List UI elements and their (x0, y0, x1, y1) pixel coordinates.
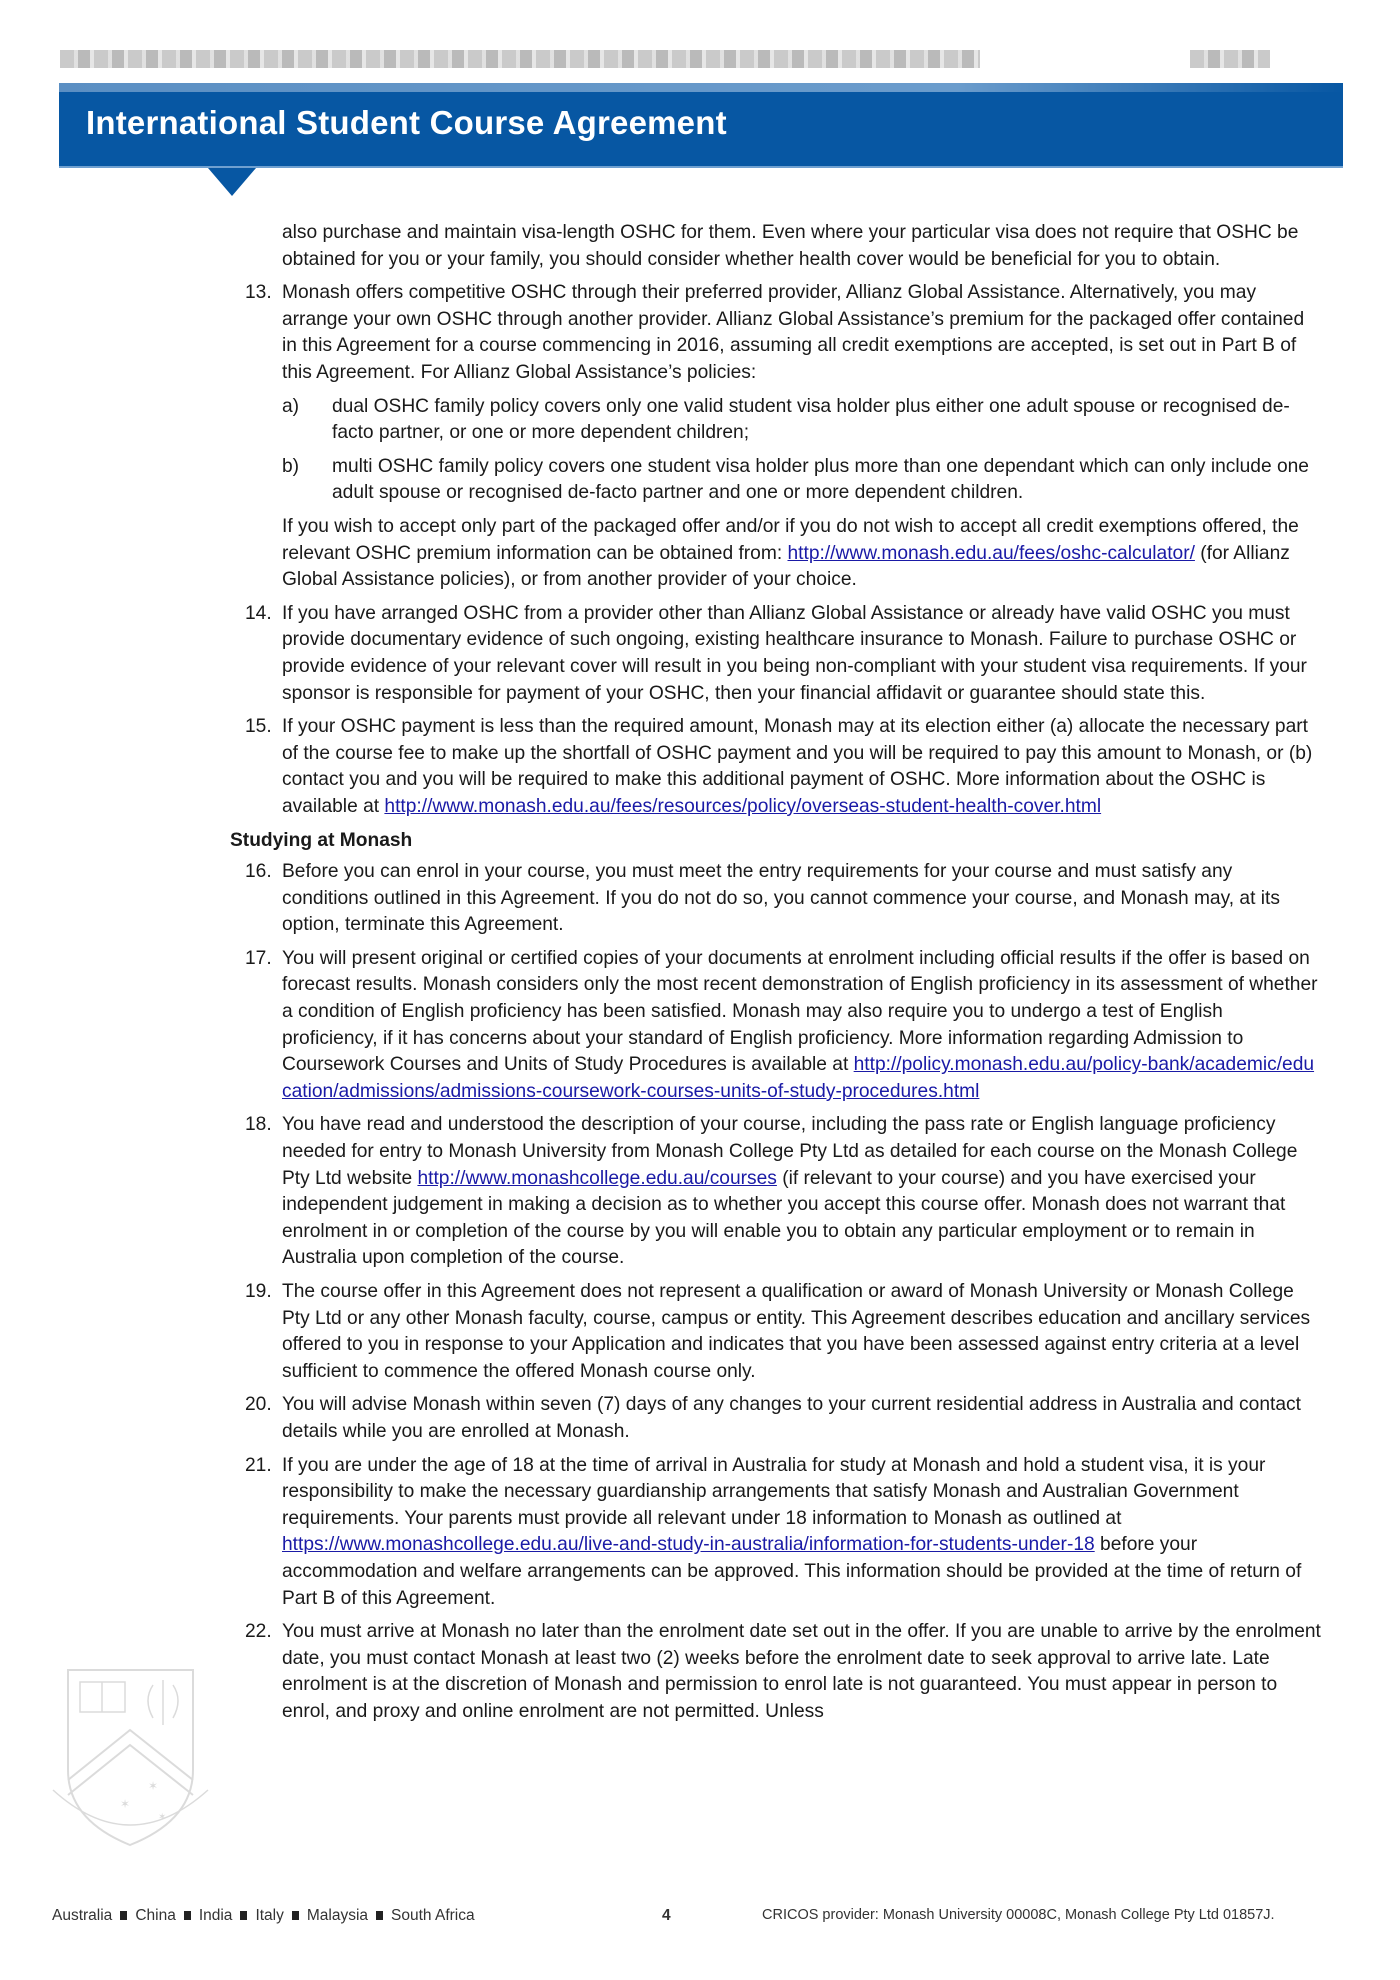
separator-square-icon (292, 1911, 299, 1920)
intro-continuation: also purchase and maintain visa-length OSHC for them. Even where your particular visa does not require that OSHC be obtained for you or your family, you should consider whether health cover would be beneficial for you to obtain. (282, 222, 1299, 270)
clause-text: (for Allianz Global Assistance policies), or from another provider of your choice. (282, 542, 1290, 591)
clause-text: You must arrive at Monash no later than the enrolment date set out in the offer. If you are unable to arrive by the enrolment date, you must contact Monash at least two (2) weeks before the enrolment date to seek approval to arrive late. Late enrolment is at the discretion of Monash and permission to enrol late is not guaranteed. You must appear in person to enrol, and proxy and online enrolment are not permitted. Unless (282, 1621, 1321, 1722)
clause-text: You have read and understood the description of your course, including the pass rate or English language proficiency needed for entry to Monash University from Monash College Pty Ltd as detailed for each course on the Monash College Pty Ltd website (282, 1114, 1298, 1189)
country: Australia (52, 1907, 113, 1924)
sub-text: multi OSHC family policy covers one student visa holder plus more than one dependant which can only include one adult spouse or recognised de-facto partner and one or more dependent children. (332, 455, 1309, 504)
country: Italy (255, 1907, 284, 1924)
country: South Africa (391, 1907, 475, 1924)
clause-text: (if relevant to your course) and you have exercised your independent judgement in making a decision as to whether you accept this course offer. Monash does not warrant that enrolment in or completion of the course by you will enable you to obtain any particular employment or to remain in Australia upon completion of the course. (282, 1167, 1286, 1269)
monash-college-courses-link[interactable]: http://www.monashcollege.edu.au/courses (417, 1167, 777, 1189)
clause-number: 20. (245, 1394, 272, 1416)
clause-text: before your accommodation and welfare arrangements can be approved. This information should be provided at the time of return of Part B of this Agreement. (282, 1534, 1302, 1609)
redacted-header-text (60, 50, 980, 68)
clause-14 (232, 601, 1322, 707)
clause-13-sub-a (232, 394, 1322, 447)
clause-number: 22. (245, 1621, 272, 1643)
clause-text: You will present original or certified copies of your documents at enrolment including official results if the offer is based on forecast results. Monash considers only the most recent demonstration of English proficiency in its assessment of whether a condition of English proficiency has been satisfied. Monash may also require you to undergo a test of English proficiency, if it has concerns about your standard of English proficiency. More information regarding Admission to Coursework Courses and Units of Study Procedures is available at (282, 947, 1318, 1076)
separator-square-icon (240, 1911, 247, 1920)
clause-22 (232, 1619, 1322, 1725)
clause-text: Before you can enrol in your course, you must meet the entry requirements for your course and must satisfy any conditions outlined in this Agreement. If you do not do so, you cannot commence your course, and Monash may, at its option, terminate this Agreement. (282, 861, 1280, 936)
sub-label: a) (282, 395, 300, 417)
page-footer (0, 1907, 1400, 1929)
separator-square-icon (184, 1911, 191, 1920)
clause-number: 15. (245, 716, 272, 738)
page-title: International Student Course Agreement (86, 104, 727, 141)
svg-text:✶: ✶ (120, 1797, 131, 1811)
sub-text: dual OSHC family policy covers only one valid student visa holder plus either one adult spouse or recognised de-facto partner, or one or more dependent children; (332, 395, 1290, 444)
clause-text: The course offer in this Agreement does not represent a qualification or award of Monash University or Monash College Pty Ltd or any other Monash faculty, course, campus or entity. This Agreement describes education and ancillary services offered to you in response to your Application and indicates that you have been assessed against entry criteria at a level sufficient to commence the offered Monash course only. (282, 1280, 1311, 1382)
banner-pointer (208, 168, 256, 196)
clause-number: 13. (245, 282, 272, 304)
svg-text:✶: ✶ (148, 1779, 159, 1793)
clause-13 (232, 280, 1322, 386)
clause-13-after (232, 514, 1322, 594)
clause-17 (232, 946, 1322, 1106)
clause-text: If you have arranged OSHC from a provider other than Allianz Global Assistance or already have valid OSHC you must provide documentary evidence of such ongoing, existing healthcare insurance to Monash. Failure to purchase OSHC or provide evidence of your relevant cover will result in you being non-compliant with your student visa requirements. If your sponsor is responsible for payment of your OSHC, then your financial affidavit or guarantee should state this. (282, 602, 1307, 704)
clause-20 (232, 1392, 1322, 1445)
clause-number: 21. (245, 1454, 272, 1476)
svg-text:✶: ✶ (158, 1812, 167, 1823)
clause-number: 16. (245, 861, 272, 883)
clause-text: If your OSHC payment is less than the required amount, Monash may at its election either (a) allocate the necessary part of the course fee to make up the shortfall of OSHC payment and you will be required to pay this amount to Monash, or (b) contact you and you will be required to make this additional payment of OSHC. More information about the OSHC is available at (282, 716, 1313, 817)
clause-15 (232, 714, 1322, 820)
clause-number: 19. (245, 1280, 272, 1302)
oshc-calculator-link[interactable]: http://www.monash.edu.au/fees/oshc-calculator/ (787, 542, 1195, 564)
country: India (198, 1907, 233, 1924)
header-banner (59, 83, 1343, 168)
clause-16 (232, 859, 1322, 939)
clause-18 (232, 1112, 1322, 1272)
clause-21 (232, 1453, 1322, 1613)
separator-square-icon (120, 1911, 127, 1920)
banner-top-strip (59, 83, 1343, 92)
sub-label: b) (282, 455, 300, 477)
clause-number: 17. (245, 947, 272, 969)
country: Malaysia (306, 1907, 369, 1924)
clause-text: If you wish to accept only part of the packaged offer and/or if you do not wish to accept all credit exemptions offered, the relevant OSHC premium information can be obtained from: (282, 515, 1299, 564)
country: China (135, 1907, 176, 1924)
section-heading: Studying at Monash (230, 830, 413, 852)
university-crest-icon (48, 1660, 213, 1850)
redacted-header-ref (1190, 50, 1270, 68)
clause-number: 14. (245, 602, 272, 624)
clause-text: You will advise Monash within seven (7) days of any changes to your current residential address in Australia and contact details while you are enrolled at Monash. (282, 1394, 1301, 1442)
admissions-policy-link[interactable]: http://policy.monash.edu.au/policy-bank/academic/education/admissions/admissions-coursework-courses-units-of-study-procedures.html (282, 1054, 1315, 1102)
clause-13-sub-b (232, 454, 1322, 507)
oshc-policy-link[interactable]: http://www.monash.edu.au/fees/resources/policy/overseas-student-health-cover.html (384, 795, 1102, 817)
separator-square-icon (376, 1911, 383, 1920)
clause-number: 18. (245, 1114, 272, 1136)
cricos-notice: CRICOS provider: Monash University 00008C, Monash College Pty Ltd 01857J. (762, 1907, 1275, 1923)
agreement-body (232, 220, 1322, 1732)
footer-countries (52, 1907, 475, 1925)
page-number: 4 (662, 1907, 671, 1924)
clause-19 (232, 1279, 1322, 1385)
clause-text: Monash offers competitive OSHC through their preferred provider, Allianz Global Assistance. Alternatively, you may arrange your own OSHC through another provider. Allianz Global Assistance’s premium for the packaged offer contained in this Agreement for a course commencing in 2016, assuming all credit exemptions are accepted, is set out in Part B of this Agreement. For Allianz Global Assistance’s policies: (282, 282, 1305, 383)
clause-text: If you are under the age of 18 at the time of arrival in Australia for study at Monash and hold a student visa, it is your responsibility to make the necessary guardianship arrangements that satisfy Monash and Australian Government requirements. Your parents must provide all relevant under 18 information to Monash as outlined at (282, 1454, 1266, 1529)
under-18-info-link[interactable]: https://www.monashcollege.edu.au/live-and-study-in-australia/information-for-students-under-18 (282, 1534, 1095, 1556)
